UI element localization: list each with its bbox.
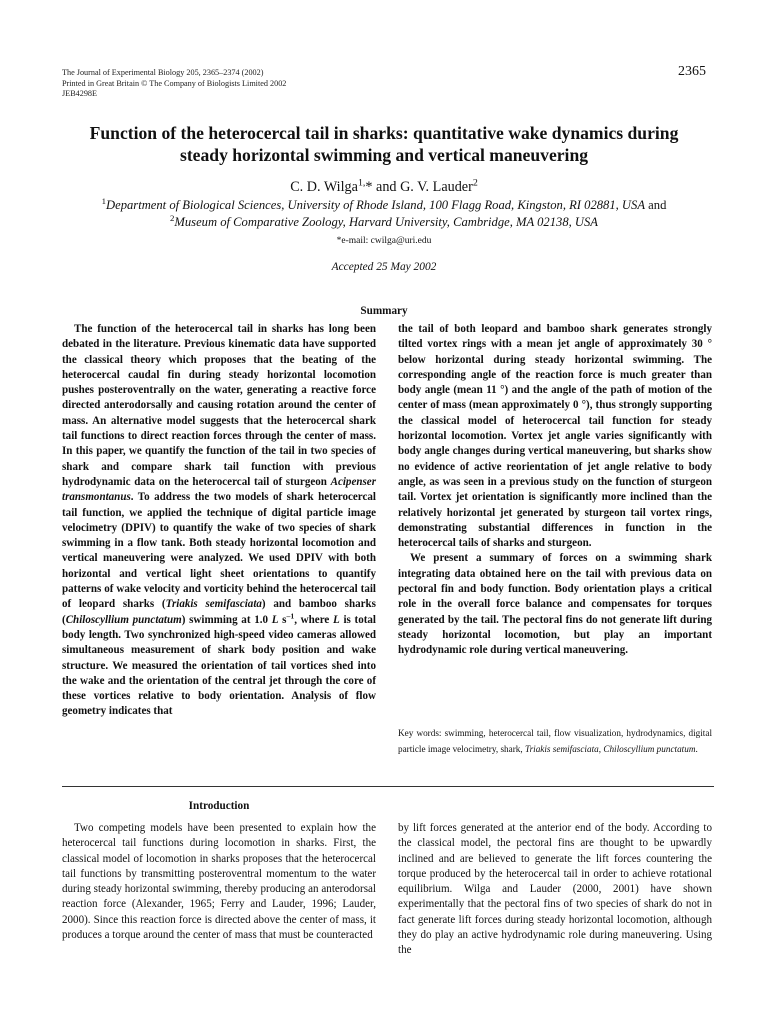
introduction-paragraph-left: Two competing models have been presented to explain how the heterocercal tail functions during locomotion in sharks. First, the classical model of locomotion in sharks proposes that the heterocercal tail functions by transmitting posteroventral momentum to the water during steady horizontal swimming, thereby producing an anterodorsal reaction force (Alexander, 1965; Ferry and Lauder, 1996; Lauder, 2000). Since this reaction force is directed above the center of mass, it produces a torque around the center of mass that must be counteracted <box>62 822 376 942</box>
summary-text-3: ) and bamboo sharks ( <box>62 598 376 626</box>
journal-info <box>62 68 286 100</box>
summary-heading: Summary <box>360 305 408 317</box>
affiliation-1 <box>40 197 728 214</box>
summary-text-5: , where <box>294 613 333 626</box>
corresponding-mark: * <box>365 179 373 195</box>
length-symbol: L <box>333 613 340 626</box>
keyword-separator: , <box>598 743 604 754</box>
section-divider <box>62 786 714 787</box>
author-list <box>40 179 728 196</box>
summary-text-1: The function of the heterocercal tail in sharks has long been debated in the literature. Previous kinematic data have supported the classical theory which proposes that the beating of the heterocercal caudal fin during steady horizontal locomotion pushes posteroventrally on the water, generating a reactive force directed anterodorsally and causing rotation around the center of mass. An alternative model suggests that the heterocercal shark tail functions to direct reaction forces through the center of mass. In this paper, we quantify the function of the tail in two species of shark and compare shark tail function with previous hydrodynamic data on the heterocercal tail of sturgeon <box>62 323 376 488</box>
summary-text-6: is total body length. Two synchronized high-speed video cameras allowed simultaneous measurement of shark body position and wake structure. We measured the orientation of tail vortices shed into the wake and the orientation of the central jet through the core of these vortices relative to body orientation. Analysis of flow geometry indicates that <box>62 613 376 718</box>
affiliation-and: and <box>645 198 667 212</box>
journal-citation: The Journal of Experimental Biology 205, 2365–2374 (2002) <box>62 68 264 77</box>
introduction-heading: Introduction <box>188 800 250 812</box>
author-2-affil-mark: 2 <box>472 177 478 189</box>
journal-copyright: Printed in Great Britain © The Company of Biologists Limited 2002 <box>62 78 287 88</box>
affiliation-1-text: Department of Biological Sciences, University of Rhode Island, 100 Flagg Road, Kingston, RI 02881, USA <box>106 198 646 212</box>
summary-paragraph-2: We present a summary of forces on a swimming shark integrating data obtained here on the tail with previous data on pectoral fin and body function. Body orientation plays a critical role in the overall force balance and compensates for torques generated by the tail. The pectoral fins do not generate lift during steady horizontal locomotion, but play an important hydrodynamic role during vertical maneuvering. <box>398 552 712 657</box>
summary-column-right <box>398 322 712 659</box>
title-line-1: Function of the heterocercal tail in sharks: quantitative wake dynamics during <box>89 123 679 143</box>
keyword-end: . <box>695 743 698 754</box>
affiliation-1-mark: 1 <box>101 195 107 206</box>
summary-column-left <box>62 322 376 720</box>
author-1: C. D. Wilga <box>290 179 358 195</box>
speed-unit-s: s <box>278 613 287 626</box>
summary-paragraph-1-continued: the tail of both leopard and bamboo shark generates strongly tilted vortex rings with a mean jet angle of approximately 30 ° below horizontal during steady horizontal swimming. The corresponding angle of the reaction force is much greater than body angle (mean 11 °) and the angle of the path of motion of the center of mass (mean approximately 0 °), thus strongly supporting the classical model of heterocercal tail function for steady horizontal locomotion. Vortex jet angle varies significantly with body angle changes during vertical maneuvering, but sharks show no evidence of active reorientation of jet angle relative to body angle, as was seen in a previous study on the function of sturgeon tail. Vortex jet orientation is significantly more inclined than the relatively horizontal jet generated by sturgeon tail vortex rings, demonstrating substantial differences in function in the heterocercal tails of sharks and sturgeon. <box>398 323 712 550</box>
speed-value: 1.0 <box>254 613 272 626</box>
author-2: and G. V. Lauder <box>372 179 473 195</box>
species-bamboo-shark: Chiloscyllium punctatum <box>65 613 182 626</box>
keyword-species-1: Triakis semifasciata <box>524 743 599 754</box>
paper-title <box>40 122 728 166</box>
keywords <box>398 726 712 757</box>
introduction-column-left <box>62 821 376 943</box>
affiliation-2-text: Museum of Comparative Zoology, Harvard University, Cambridge, MA 02138, USA <box>174 215 599 229</box>
affiliations <box>40 197 728 231</box>
introduction-column-right <box>398 821 712 959</box>
contact-email: *e-mail: cwilga@uri.edu <box>336 236 432 246</box>
summary-text-4: ) swimming at <box>181 613 255 626</box>
summary-paragraph-1-start <box>62 322 376 720</box>
speed-unit-exponent: –1 <box>286 610 295 620</box>
species-leopard-shark: Triakis semifasciata <box>165 598 262 611</box>
page-number: 2365 <box>678 64 706 79</box>
introduction-paragraph-right: by lift forces generated at the anterior end of the body. According to the classical model, the pectoral fins are thought to be upwardly inclined and are believed to generate the lift forces countering the torque produced by the heterocercal tail in order to achieve rotational equilibrium. Wilga and Lauder (2000, 2001) have shown experimentally that the pectoral fins of two species of shark do not in fact generate lift forces during steady horizontal locomotion, although they do play an active hydrodynamic role during maneuvering. Using the <box>398 822 712 957</box>
journal-code: JEB4298E <box>62 89 98 99</box>
title-line-2: steady horizontal swimming and vertical maneuvering <box>179 145 589 165</box>
affiliation-2 <box>40 214 728 231</box>
author-1-affil-mark: 1, <box>357 177 366 189</box>
accepted-date: Accepted 25 May 2002 <box>331 261 437 273</box>
keyword-species-2: Chiloscyllium punctatum <box>603 743 696 754</box>
speed-unit-L: L <box>271 613 279 626</box>
summary-text-2: . To address the two models of shark heterocercal tail function, we applied the technique of digital particle image velocimetry (DPIV) to quantify the wake of two species of shark swimming in a flow tank. Both steady horizontal locomotion and vertical maneuvering were analyzed. We used DPIV with both horizontal and vertical light sheet orientations to quantify patterns of wake velocity and vorticity behind the heterocercal tail of leopard sharks ( <box>62 491 376 611</box>
species-sturgeon: Acipenser transmontanus <box>62 475 376 504</box>
affiliation-2-mark: 2 <box>169 212 175 223</box>
keywords-text: Key words: swimming, heterocercal tail, flow visualization, hydrodynamics, digital particle image velocimetry, shark, <box>398 728 712 754</box>
